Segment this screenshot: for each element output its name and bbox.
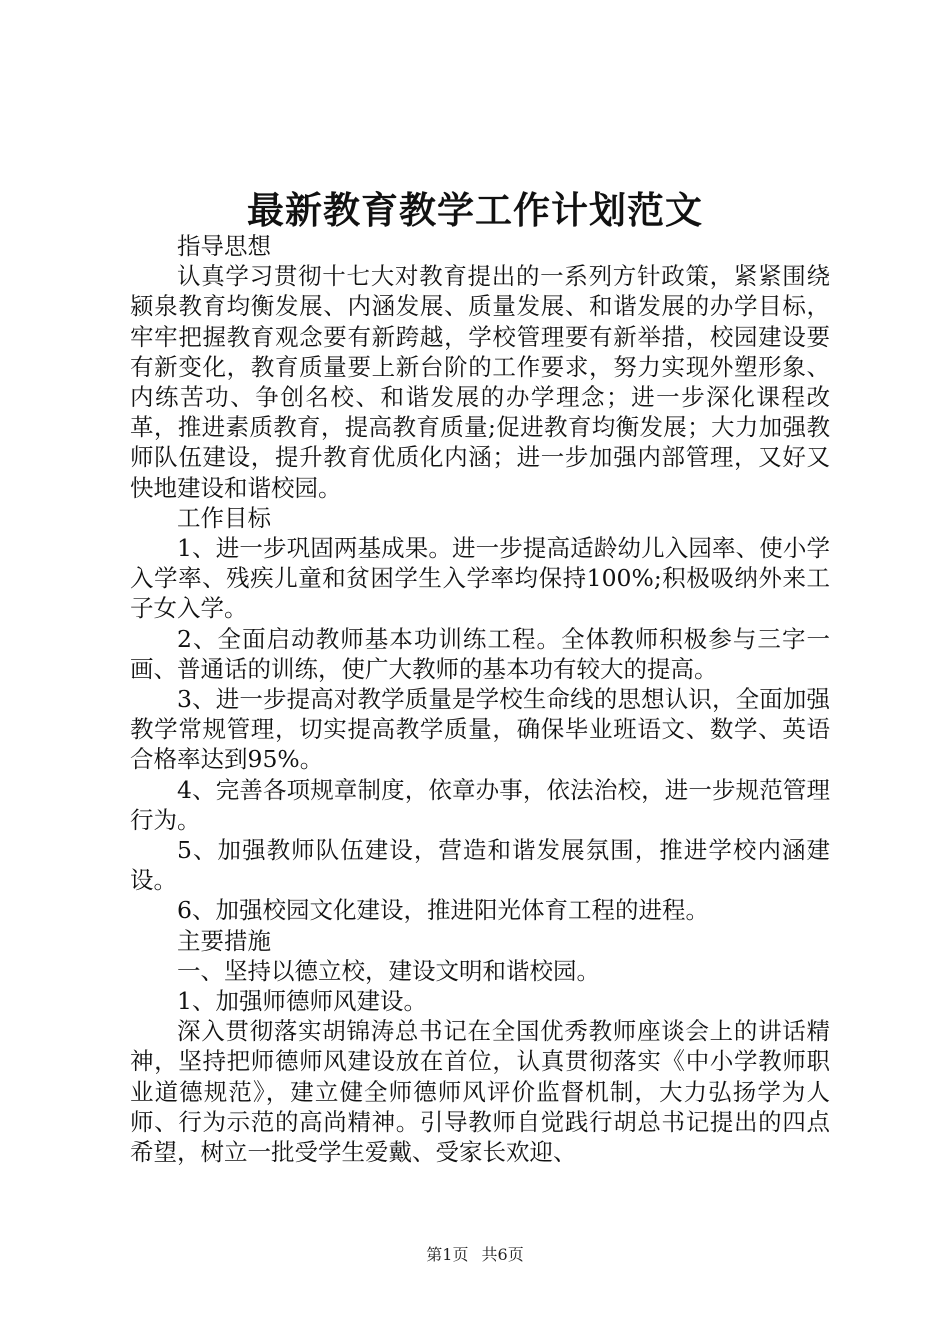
goal-item-6: 6、加强校园文化建设，推进阳光体育工程的进程。 (177, 896, 709, 925)
goal-item-4: 4、完善各项规章制度，依章办事，依法治校，进一步规范管理行为。 (130, 775, 830, 834)
section-heading-main-measures: 主要措施 (177, 926, 271, 955)
document-body (130, 231, 830, 1167)
measure-heading-1: 一、坚持以德立校，建设文明和谐校园。 (177, 956, 600, 985)
goal-item-5: 5、加强教师队伍建设，营造和谐发展氛围，推进学校内涵建设。 (130, 836, 830, 895)
section-heading-guiding-thought: 指导思想 (177, 232, 271, 260)
page-number: 第1页 (426, 1245, 469, 1264)
goal-item-3: 3、进一步提高对教学质量是学校生命线的思想认识，全面加强教学常规管理，切实提高教学质量，确保毕业班语文、数学、英语合格率达到95%。 (130, 685, 830, 774)
goal-item-2: 2、全面启动教师基本功训练工程。全体教师积极参与三字一画、普通话的训练，使广大教师的基本功有较大的提高。 (130, 624, 830, 683)
page-total: 共6页 (481, 1245, 524, 1264)
goal-item-1: 1、进一步巩固两基成果。进一步提高适龄幼儿入园率、使小学入学率、残疾儿童和贫困学生入学率均保持100%;积极吸纳外来工子女入学。 (130, 534, 830, 623)
measure-subheading-1-1: 1、加强师德师风建设。 (177, 987, 427, 1016)
paragraph-ethics: 深入贯彻落实胡锦涛总书记在全国优秀教师座谈会上的讲话精神，坚持把师德师风建设放在首位，认真贯彻落实《中小学教师职业道德规范》，建立健全师德师风评价监督机制，大力弘扬学为人师、行为示范的高尚精神。引导教师自觉践行胡总书记提出的四点希望，树立一批受学生爱戴、受家长欢迎、 (130, 1017, 830, 1167)
document-title: 最新教育教学工作计划范文 (247, 188, 703, 232)
paragraph-guiding-thought: 认真学习贯彻十七大对教育提出的一系列方针政策，紧紧围绕颍泉教育均衡发展、内涵发展、质量发展、和谐发展的办学目标，牢牢把握教育观念要有新跨越，学校管理要有新举措，校园建设要有新变化，教育质量要上新台阶的工作要求，努力实现外塑形象、内练苦功、争创名校、和谐发展的办学理念；进一步深化课程改革，推进素质教育，提高教育质量;促进教育均衡发展；大力加强教师队伍建设，提升教育优质化内涵；进一步加强内部管理，又好又快地建设和谐校园。 (130, 262, 830, 502)
page-footer (0, 1244, 950, 1266)
section-heading-work-goals: 工作目标 (177, 503, 271, 532)
